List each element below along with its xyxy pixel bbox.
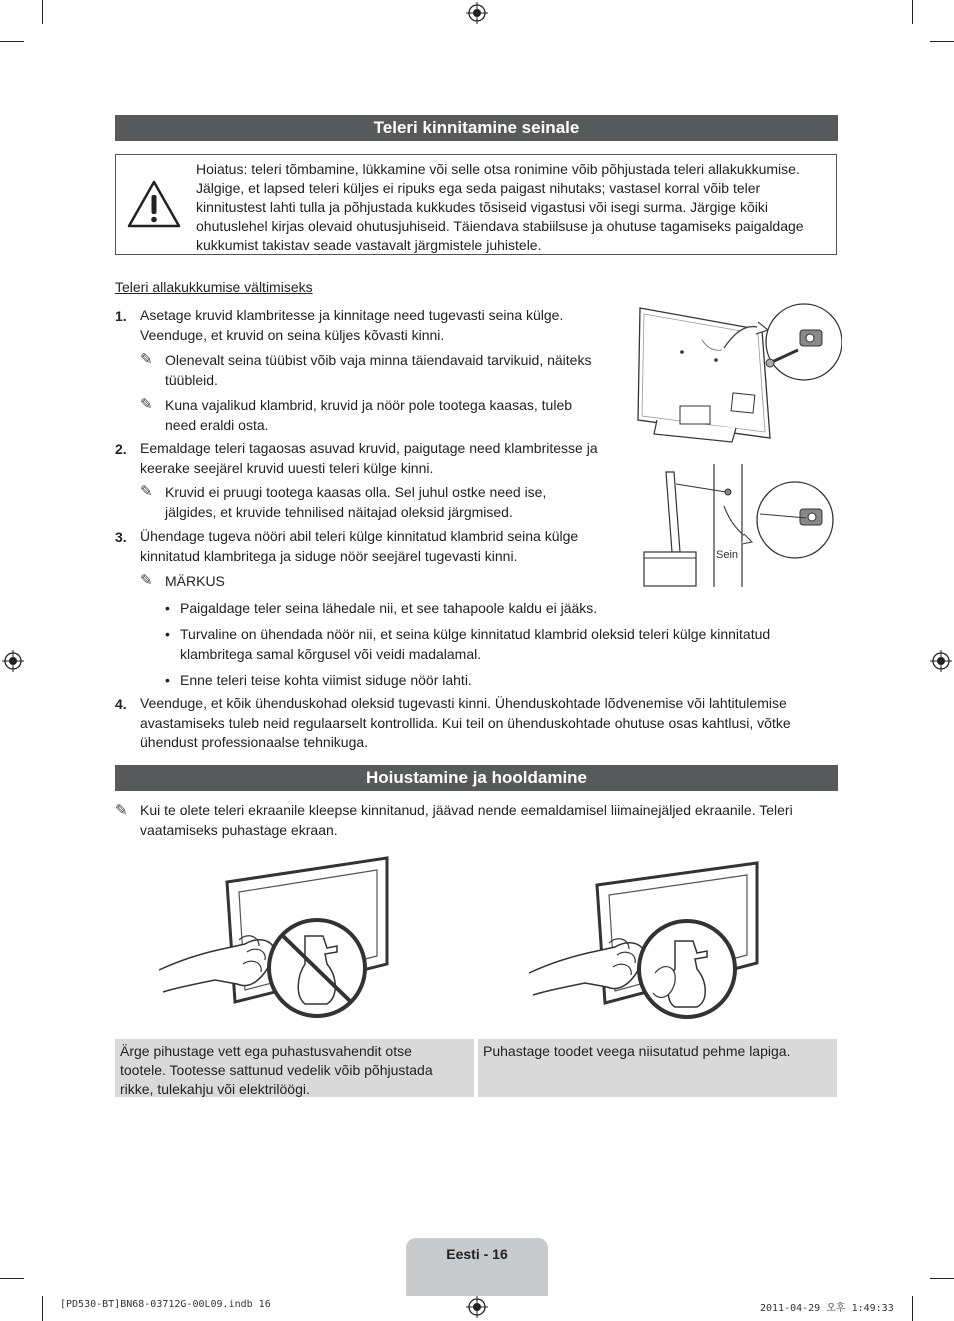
tv-bracket-illustration	[632, 300, 842, 450]
note-text: Kruvid ei pruugi tootega kaasas olla. Sel juhul ostke need ise, jälgides, et kruvide tehnilised näitajad oleksid järgmised.	[165, 484, 547, 520]
step-text: Veenduge, et kõik ühenduskohad oleksid tugevasti kinni. Ühenduskohtade lõdvenemise või lahtitulemise avastamiseks tuleb neid regulaarselt kontrollida. Kui teil on ühenduskohtade ohutuse osas kahtlusi, võtke ühendust professionaalse tehnikuga.	[140, 695, 791, 750]
step-number: 2.	[115, 441, 127, 457]
crop-mark	[912, 1296, 913, 1321]
step-number: 3.	[115, 529, 127, 545]
note-text: Kuna vajalikud klambrid, kruvid ja nöör pole tootega kaasas, tuleb need eraldi osta.	[165, 397, 573, 433]
pencil-note-icon: ✎	[140, 396, 153, 413]
note-text: Olenevalt seina tüübist võib vaja minna täiendavaid tarvikuid, näiteks tüübleid.	[165, 352, 592, 388]
wall-label: Sein	[716, 549, 739, 561]
markus-label: MÄRKUS	[165, 573, 225, 589]
step-text: Ühendage tugeva nööri abil teleri külge kinnitatud klambrid seina külge kinnitatud klambritega ja siduge nöör seejärel tugevasti kinni.	[140, 528, 579, 564]
caption-right: Puhastage toodet veega niisutatud pehme lapiga.	[478, 1039, 837, 1097]
print-timestamp: 2011-04-29 오후 1:49:33	[760, 1303, 894, 1314]
bullet-marker: •	[165, 626, 170, 642]
registration-mark-icon	[2, 650, 24, 672]
step-number: 1.	[115, 308, 127, 324]
step-number: 4.	[115, 696, 127, 712]
pencil-note-icon: ✎	[140, 483, 153, 500]
caption-left: Ärge pihustage vett ega puhastusvahendit otse tootele. Tootesse sattunud vedelik võib põhjustada rikke, tulekahju või elektrilöögi.	[115, 1039, 474, 1097]
crop-mark	[0, 41, 24, 42]
tv-wall-illustration	[640, 462, 840, 587]
file-info: [PD530-BT]BN68-03712G-00L09.indb 16	[60, 1299, 271, 1310]
bullet-marker: •	[165, 600, 170, 616]
pencil-note-icon: ✎	[115, 802, 128, 819]
bullet-text: Enne teleri teise kohta viimist siduge nöör lahti.	[180, 672, 472, 688]
bullet-text: Turvaline on ühendada nöör nii, et seina külge kinnitatud klambrid oleksid teleri külge kinnitatud klambritega samal kõrgusel või veidi madalamal.	[180, 626, 771, 662]
registration-mark-icon	[466, 2, 488, 24]
registration-mark-icon	[930, 650, 952, 672]
section-title: Hoiustamine ja hooldamine	[115, 765, 838, 791]
pencil-note-icon: ✎	[140, 572, 153, 589]
crop-mark	[912, 0, 913, 24]
note-text: Kui te olete teleri ekraanile kleepse kinnitanud, jäävad nende eemaldamisel liimainejäljed ekraanile. Teleri vaatamiseks puhastage ekraan.	[140, 802, 793, 838]
registration-mark-icon	[466, 1296, 488, 1318]
section-title: Teleri kinnitamine seinale	[115, 115, 838, 141]
crop-mark	[0, 1278, 24, 1279]
warning-text: Hoiatus: teleri tõmbamine, lükkamine või selle otsa ronimine võib põhjustada teleri allakukkumise. Jälgige, et lapsed teleri küljes ei ripuks ega seda paigast nihutaks; vastasel korral võib teler kinnitustest lahti tulla ja põhjustada kukkudes tõsiseid vigastusi või isegi surma. Järgige kõiki ohutuslehel kirjas olevaid ohutusjuhiseid. Täiendava stabiilsuse ja ohutuse tagamiseks paigaldage kukkumist takistav seade vastavalt järgmistele juhistele.	[196, 161, 804, 253]
page-number: Eesti - 16	[446, 1246, 508, 1262]
crop-mark	[42, 0, 43, 24]
step-text: Eemaldage teleri tagaosas asuvad kruvid, paigutage need klambritesse ja keerake seejärel kruvid uuesti teleri külge kinni.	[140, 440, 598, 476]
crop-mark	[930, 1278, 954, 1279]
spray-prohibited-illustration	[155, 852, 395, 1022]
subheading: Teleri allakukkumise vältimiseks	[115, 279, 313, 295]
crop-mark	[930, 41, 954, 42]
warning-triangle-icon	[126, 179, 182, 229]
cloth-cleaning-illustration	[525, 857, 765, 1027]
pencil-note-icon: ✎	[140, 351, 153, 368]
warning-box	[115, 154, 837, 255]
step-text: Asetage kruvid klambritesse ja kinnitage need tugevasti seina külge. Veenduge, et kruvid on seina küljes kõvasti kinni.	[140, 307, 564, 343]
bullet-marker: •	[165, 672, 170, 688]
crop-mark	[42, 1296, 43, 1321]
bullet-text: Paigaldage teler seina lähedale nii, et see tahapoole kaldu ei jääks.	[180, 600, 598, 616]
warning-label: Hoiatus	[196, 161, 244, 177]
